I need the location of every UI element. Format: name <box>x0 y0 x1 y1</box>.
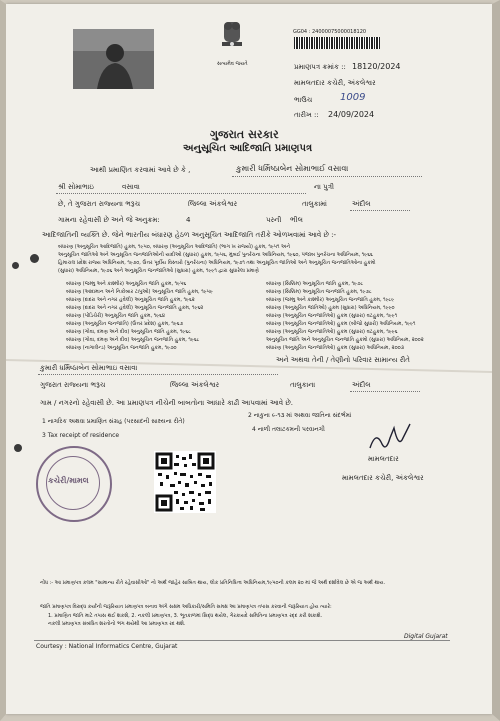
gov-title: ગુજરાત સરકાર <box>210 128 279 141</box>
order-item: બંધારણ (અનુસૂચિત જનજાતિઓ) હુકમ (સુધારા) વટહુકમ, ૧૯૯૬ <box>266 329 398 335</box>
father-surname: વસાવા <box>122 183 140 191</box>
punch-hole <box>12 262 19 269</box>
cert-no-label: પ્રમાણપત્ર ક્રમાંક :: <box>294 63 346 71</box>
taluka-label: તાલુકામાં <box>302 200 327 208</box>
basis-item-3: 3 Tax receipt of residence <box>42 432 120 439</box>
village2-underline <box>350 391 420 392</box>
family-line: અને અથવા તેની / તેણીનો પરિવાર સામાન્ય રીતે <box>276 356 410 364</box>
basis-item-4: 4 નાળી તલાટકમની પરવાનગી <box>252 426 325 433</box>
state-text: છે, તે ગુજરાત રાજ્યના ભરૂચ <box>58 200 141 208</box>
order-item: બંધારણ (અનુસૂચિત જાતિઓ) હુકમ (સુધારા) અધિનિયમ, ૧૯૯૦ <box>266 305 395 311</box>
legal-text: જાતિ પ્રમાણપત્ર વિરુદ્ધ કર્યાંની જરૂરિયાત પ્રમાણપત્ર બનાવ અંગે સક્ષમ અધિકારી/સમિતિ સમક્ષ આ પ્રમાણપત્ર તપાસ કરવાની જરૂરિયાત હોય ત્યારે: <box>40 604 332 610</box>
outward-no: 1009 <box>340 92 366 103</box>
order-item: બંધારણ (દાદરા અને નગર હવેલી) અનુસૂચિત જાતિ હુકમ, ૧૯૬૨ <box>66 297 195 303</box>
tribe-line: આદિજાતિની વ્યક્તિ છે. જેને ભારતીય બંધારણ હેઠળ અનુસૂચિત આદિજાતિ તરીકે ઓળખવામાં આવે છે :- <box>42 231 337 239</box>
order-item: બંધારણ (પોંડિચેરી) અનુસૂચિત જાતિ હુકમ, ૧૯૬૪ <box>66 313 166 319</box>
footer-rule <box>34 640 450 641</box>
relation-text: ના પુત્રી <box>314 183 335 191</box>
order-item: બંધારણ (સિક્કિમ) અનુસૂચિત જનજાતિ હુકમ, ૧૯૭૮ <box>266 289 372 295</box>
father-underline <box>56 193 306 194</box>
punch-hole <box>14 444 22 452</box>
issue-date: 24/09/2024 <box>328 110 375 119</box>
district: જિલ્લા અંકલેશ્વર <box>188 200 238 208</box>
father-prefix: શ્રી સોમાભાઇ <box>58 183 94 191</box>
note-text: નોંધ :- આ પ્રમાણપત્ર કલમ "સામાન્ય રીતે રહેવાસીઓ" નો અર્થ જાહેર સાબિત થાય, લોક પ્રતિનિધિત્વ અધિનિયમ,૧૯૫૦ની કલમ ૨૦ માં જે અર્થ દર્શાવેલ છે એ જ અર્થ થાય. <box>40 580 386 586</box>
certificate-title: અનુસૂચિત આદિજાતિ પ્રમાણપત્ર <box>183 143 313 154</box>
barcode-number: GG04 : 24000075000018120 <box>293 29 367 35</box>
emblem-caption: સત્યમેવ જયતે <box>217 61 248 67</box>
signature-mark <box>364 420 414 456</box>
orders-text-4: (સુધારા) અધિનિયમ, ૧૯૭૬ અને અનુસૂચિત જનજાતિઓ (સુધારા) હુકમ, ૧૯૯૧ દ્વારા સુધારેલા પ્રમાણે <box>58 268 259 274</box>
orders-list-left <box>66 280 213 352</box>
office-header: મામલતદાર કચેરી, અંકલેશ્વર <box>294 79 376 87</box>
barcode <box>294 37 380 49</box>
applicant-photo <box>73 29 154 89</box>
order-item: અનુસૂચિત જાતિ અને અનુસૂચિત જનજાતિ હુકમો (સુધારા) અધિનિયમ, ૨૦૦૨ <box>266 337 424 343</box>
order-item: બંધારણ (દાદરા અને નગર હવેલી) અનુસૂચિત જનજાતિ હુકમ, ૧૯૬૨ <box>66 305 204 311</box>
order-item: બંધારણ (અનુસૂચિત જનજાતિઓ) હુકમ (સુધારા) વટહુકમ, ૧૯૯૧ <box>266 313 398 319</box>
orders-text-1: બંધારણ (અનુસૂચિત આદિજાતિ) હુકમ, ૧૯૫૦, બંધારણ (અનુસૂચિત આદિજાતિ) (ભાગ ખ રાજ્યો) હુકમ, ૧૯૫૧ અને <box>58 244 291 250</box>
order-item: બંધારણ (અનુસૂચિત જનજાતિ) (ઉત્તર પ્રદેશ) હુકમ, ૧૯૬૭ <box>66 321 184 327</box>
outward-label: ભાઉચ <box>294 96 313 104</box>
punch-hole <box>30 254 39 263</box>
emblem-icon <box>216 18 248 58</box>
basis-item-1: 1 નાગરિક અથવા પ્રમાણિત સંગ્રહ (પરસાદની સાક્ષ્યના રીતે) <box>42 418 185 425</box>
name-underline <box>232 176 422 177</box>
intro-text: આથી પ્રમાણિત કરવામાં આવે છે કે , <box>90 166 191 174</box>
state-text-2: ગુજરાત રાજ્યના ભરૂચ <box>40 381 106 389</box>
order-item: બંધારણ (અનુસૂચિત જનજાતિઓ) હુકમ (બીજો સુધારો) અધિનિયમ, ૧૯૯૧ <box>266 321 416 327</box>
orders-text-3: હિમાચલ પ્રદેશ રાજ્ય અધિનિયમ, ૧૯૭૦, ઉત્તર પૂર્વીય વિસ્તારો (પુનર્રચના) અધિનિયમ, ૧૯૭૧ તથા અનુસૂચિત જાતિઓ અને અનુસૂચિત જનજાતિઓના હુકમો <box>58 260 376 266</box>
footer-courtesy: Courtesy : National Informatics Centre, Gujarat <box>36 643 178 650</box>
district-2: જિલ્લા અંકલેશ્વર <box>170 381 220 389</box>
legal-item-1: 1. પ્રમાણિત જાતિ માટે તપાસ થઈ શકશે, 2. નકલી પ્રમાણપત્ર, 3. ભૂતકાળમાં સિદ્ધ થયેલ, ગેરકાયદે સમિતિના પ્રમાણપત્ર રદ્દ કરી શકાશે. <box>48 613 323 619</box>
village: અંદીલ <box>352 200 371 208</box>
legal-item-2: નકલી પ્રમાણપત્ર સંબંધિત શરતોનો ભંગ થયેથી આ પ્રમાણપત્ર રદ થશે. <box>48 621 186 627</box>
tribe-label: પરની <box>266 216 282 224</box>
signatory-title: મામલતદાર <box>368 455 399 463</box>
orders-text-2: અનુસૂચિત જાતિઓ અને અનુસૂચિત જનજાતિઓની યાદીઓ (સુધારા) હુકમ, ૧૯૫૬, મુંબઈ પુનર્રચના અધિનિયમ, ૧૯૬૦, પંજાબ પુનર્રચના અધિનિયમ, ૧૯૬૬ <box>58 252 373 258</box>
order-item: બંધારણ (આંદામાન અને નિકોબાર ટાપુઓ) અનુસૂચિત જાતિ હુકમ, ૧૯૫૯ <box>66 289 213 295</box>
village-underline <box>350 210 410 211</box>
orders-list <box>36 276 456 356</box>
basis-item-2: 2 નાકુના ૯-૧૩ માં અથવા જાતિના સંદર્ભમાં <box>248 412 352 419</box>
order-item: બંધારણ (જમ્મુ અને કાશ્મીર) અનુસૂચિત જાતિ હુકમ, ૧૯૫૬ <box>66 281 187 287</box>
order-item: બંધારણ (સિક્કિમ) અનુસૂચિત જાતિ હુકમ, ૧૯૭૮ <box>266 281 364 287</box>
taluka-label-2: તાલુકાના <box>290 381 316 389</box>
office-stamp <box>36 446 112 522</box>
signatory-office: મામલતદાર કચેરી, અંકલેશ્વર <box>342 474 424 482</box>
serial-no: 4 <box>186 216 191 224</box>
order-item: બંધારણ (અનુસૂચિત જનજાતિઓ) હુકમ (સુધારા) અધિનિયમ, ૨૦૦૩ <box>266 345 404 351</box>
qr-code <box>154 451 216 513</box>
holder-name: કુમારી ધર્મિષ્ઠાબેન સોમાભાઈ વસાવા <box>236 164 349 173</box>
order-item: બંધારણ (નાગાલેન્ડ) અનુસૂચિત જનજાતિ હુકમ, ૧૯૭૦ <box>66 345 177 351</box>
footer-digital: Digital Gujarat <box>404 633 448 640</box>
holder-name-2: કુમારી ધર્મિષ્ઠાબેન સોમાભાઇ વસાવા <box>40 364 138 372</box>
orders-list-right <box>266 280 424 352</box>
village-line: ગામના રહેવાસી છે અને જે અનુક્રમ: <box>58 216 160 224</box>
order-item: બંધારણ (જમ્મુ અને કાશ્મીર) અનુસૂચિત જનજાતિ હુકમ, ૧૯૮૯ <box>266 297 395 303</box>
stamp-text: કચેરી/મામલ <box>48 476 89 485</box>
order-item: બંધારણ (ગોવા, દમણ અને દીવ) અનુસૂચિત જનજાતિ હુકમ, ૧૯૬૮ <box>66 337 200 343</box>
tribe: ભીલ <box>290 216 303 224</box>
date-label: તારીખ :: <box>294 111 319 119</box>
cert-no: 18120/2024 <box>352 62 401 71</box>
order-item: બંધારણ (ગોવા, દમણ અને દીવ) અનુસૂચિત જાતિ હુકમ, ૧૯૬૮ <box>66 329 191 335</box>
name2-underline <box>38 374 278 375</box>
basis-line: ગામ / નગરનો રહેવાસી છે. આ પ્રમાણપત્ર નીચેની બાબતોના આધારે કાઢી આપવામાં આવે છે. <box>40 399 293 407</box>
village-2: અંદીલ <box>352 381 371 389</box>
